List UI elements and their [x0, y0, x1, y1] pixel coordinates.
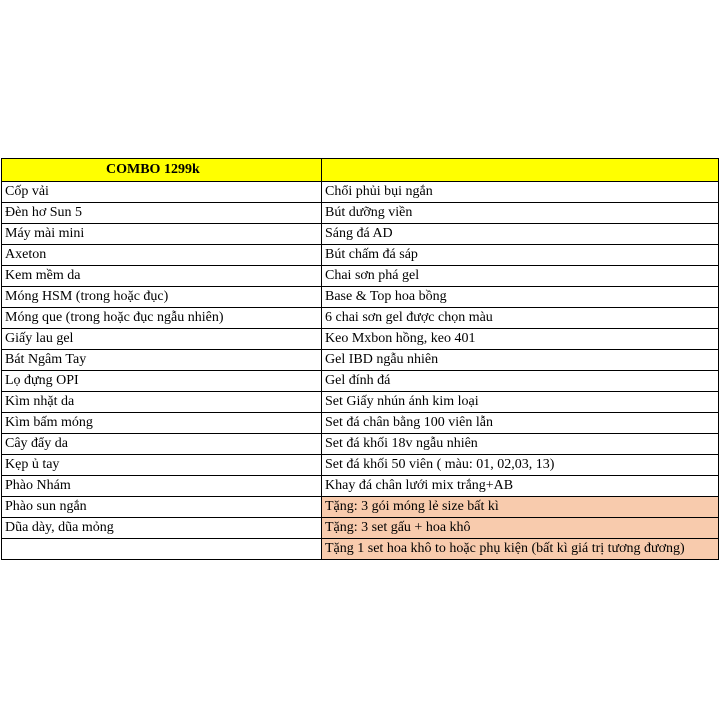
accessory-cell: Base & Top hoa bồng [322, 287, 719, 308]
table-row [2, 350, 719, 371]
table-row [2, 455, 719, 476]
item-cell: Phào Nhám [2, 476, 322, 497]
item-cell: Bát Ngâm Tay [2, 350, 322, 371]
accessory-cell: Chai sơn phá gel [322, 266, 719, 287]
accessory-cell: Gel IBD ngẫu nhiên [322, 350, 719, 371]
accessory-cell: 6 chai sơn gel được chọn màu [322, 308, 719, 329]
combo-table [1, 158, 719, 560]
accessory-cell: Gel đính đá [322, 371, 719, 392]
item-cell: Móng HSM (trong hoặc đục) [2, 287, 322, 308]
accessory-cell: Chổi phủi bụi ngắn [322, 182, 719, 203]
table-row [2, 287, 719, 308]
table-row [2, 392, 719, 413]
accessory-cell: Bút dưỡng viền [322, 203, 719, 224]
table-row [2, 308, 719, 329]
accessory-cell: Bút chấm đá sáp [322, 245, 719, 266]
item-cell: Móng que (trong hoặc đục ngẫu nhiên) [2, 308, 322, 329]
accessory-cell: Keo Mxbon hồng, keo 401 [322, 329, 719, 350]
table-row [2, 329, 719, 350]
table-row [2, 182, 719, 203]
table-row [2, 539, 719, 560]
item-cell: Axeton [2, 245, 322, 266]
item-cell [2, 539, 322, 560]
gift-cell: Tặng: 3 gói móng lẻ size bất kì [322, 497, 719, 518]
combo-spreadsheet [1, 158, 718, 560]
table-row [2, 203, 719, 224]
table-row [2, 434, 719, 455]
combo-title: COMBO 1299k [2, 159, 322, 182]
gift-cell: Tặng 1 set hoa khô to hoặc phụ kiện (bất kì giá trị tương đương) [322, 539, 719, 560]
item-cell: Máy mài mini [2, 224, 322, 245]
item-cell: Kẹp ủ tay [2, 455, 322, 476]
item-cell: Kìm bấm móng [2, 413, 322, 434]
table-row [2, 266, 719, 287]
item-cell: Cốp vải [2, 182, 322, 203]
table-row [2, 371, 719, 392]
accessory-cell: Set đá khối 18v ngẫu nhiên [322, 434, 719, 455]
table-row [2, 476, 719, 497]
item-cell: Kìm nhặt da [2, 392, 322, 413]
table-row [2, 497, 719, 518]
accessory-cell: Set đá chân bằng 100 viên lẫn [322, 413, 719, 434]
table-row [2, 518, 719, 539]
gift-cell: Tặng: 3 set gấu + hoa khô [322, 518, 719, 539]
accessory-cell: Set đá khối 50 viên ( màu: 01, 02,03, 13) [322, 455, 719, 476]
table-row [2, 413, 719, 434]
accessory-cell: Sáng đá AD [322, 224, 719, 245]
item-cell: Phào sun ngắn [2, 497, 322, 518]
item-cell: Kem mềm da [2, 266, 322, 287]
accessory-cell: Set Giấy nhún ánh kim loại [322, 392, 719, 413]
accessory-cell: Khay đá chân lưới mix trắng+AB [322, 476, 719, 497]
header-row [2, 159, 719, 182]
item-cell: Đèn hơ Sun 5 [2, 203, 322, 224]
item-cell: Lọ đựng OPI [2, 371, 322, 392]
item-cell: Giấy lau gel [2, 329, 322, 350]
table-row [2, 245, 719, 266]
item-cell: Cây đẩy da [2, 434, 322, 455]
table-row [2, 224, 719, 245]
item-cell: Dũa dày, dũa mỏng [2, 518, 322, 539]
header-right-cell [322, 159, 719, 182]
